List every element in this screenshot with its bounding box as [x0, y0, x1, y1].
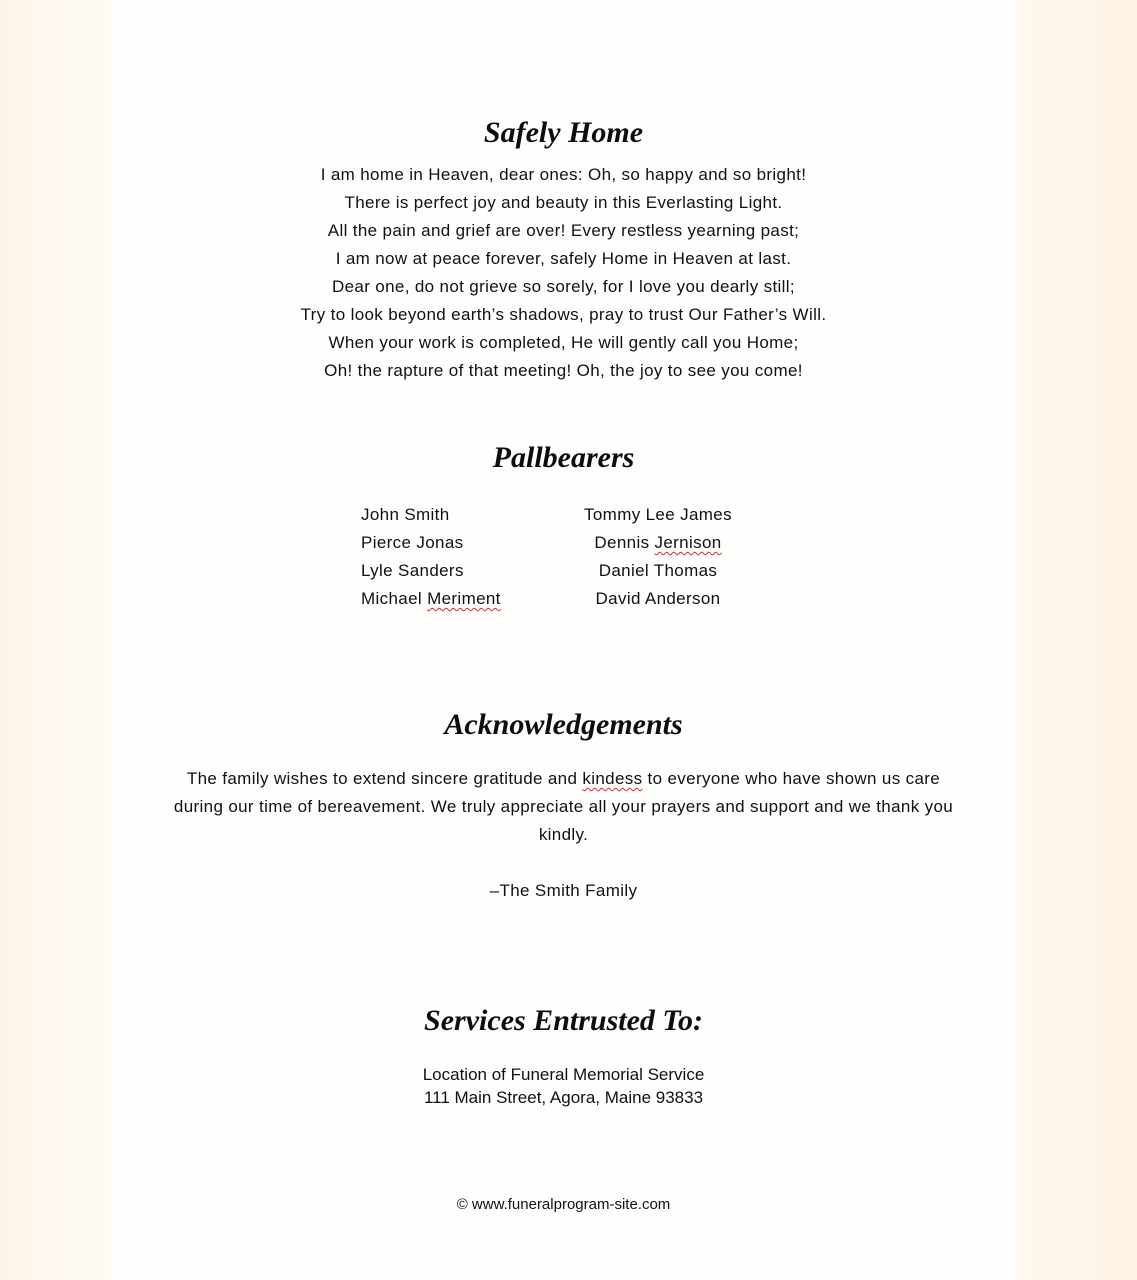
- ack-text-before: The family wishes to extend sincere gratitude and: [186, 769, 583, 788]
- poem-line-2: There is perfect joy and beauty in this Everlasting Light.: [344, 193, 783, 212]
- pallbearer-name: Pierce Jonas: [361, 533, 464, 552]
- copyright-footer: © www.funeralprogram-site.com: [456, 1196, 671, 1213]
- poem-line-7: When your work is completed, He will gently call you Home;: [328, 333, 799, 352]
- services-location: [111, 1063, 1016, 1109]
- pallbearer-name: [361, 585, 501, 613]
- pallbearer-name: [573, 529, 743, 557]
- service-address: 111 Main Street, Agora, Maine 93833: [423, 1088, 704, 1107]
- pallbearer-name: David Anderson: [595, 589, 721, 608]
- pallbearers-left-column: [361, 501, 501, 613]
- service-location-name: Location of Funeral Memorial Service: [422, 1065, 705, 1084]
- services-title: Services Entrusted To:: [424, 1004, 703, 1037]
- pallbearer-name: Lyle Sanders: [361, 561, 464, 580]
- spellcheck-flagged-word[interactable]: kindess: [582, 769, 643, 788]
- safely-home-title: Safely Home: [483, 116, 644, 149]
- pallbearers-title: Pallbearers: [492, 441, 635, 474]
- poem-line-8: Oh! the rapture of that meeting! Oh, the joy to see you come!: [324, 361, 803, 380]
- spellcheck-flagged-word[interactable]: Jernison: [654, 533, 722, 552]
- pallbearer-name: Tommy Lee James: [584, 505, 732, 524]
- pallbearer-name: John Smith: [361, 505, 450, 524]
- pallbearer-first-name: Dennis: [594, 533, 655, 552]
- pallbearer-name: Daniel Thomas: [598, 561, 718, 580]
- poem-line-1: I am home in Heaven, dear ones: Oh, so happy and so bright!: [320, 165, 807, 184]
- ack-text-after: to everyone who have shown us care during our time of bereavement. We truly appreciate all your prayers and support and we thank you kindly.: [173, 769, 954, 844]
- pallbearer-first-name: Michael: [361, 589, 428, 608]
- pallbearers-right-column: [573, 501, 743, 613]
- poem-line-5: Dear one, do not grieve so sorely, for I love you dearly still;: [331, 277, 795, 296]
- program-page: [111, 0, 1016, 1280]
- poem-line-6: Try to look beyond earth’s shadows, pray to trust Our Father’s Will.: [300, 305, 827, 324]
- poem-line-4: I am now at peace forever, safely Home in Heaven at last.: [335, 249, 792, 268]
- acknowledgements-text: [171, 765, 956, 849]
- poem-line-3: All the pain and grief are over! Every restless yearning past;: [327, 221, 800, 240]
- safely-home-poem: [111, 161, 1016, 385]
- spellcheck-flagged-word[interactable]: Meriment: [427, 589, 501, 608]
- acknowledgements-title: Acknowledgements: [444, 708, 683, 741]
- family-signoff: –The Smith Family: [489, 881, 638, 900]
